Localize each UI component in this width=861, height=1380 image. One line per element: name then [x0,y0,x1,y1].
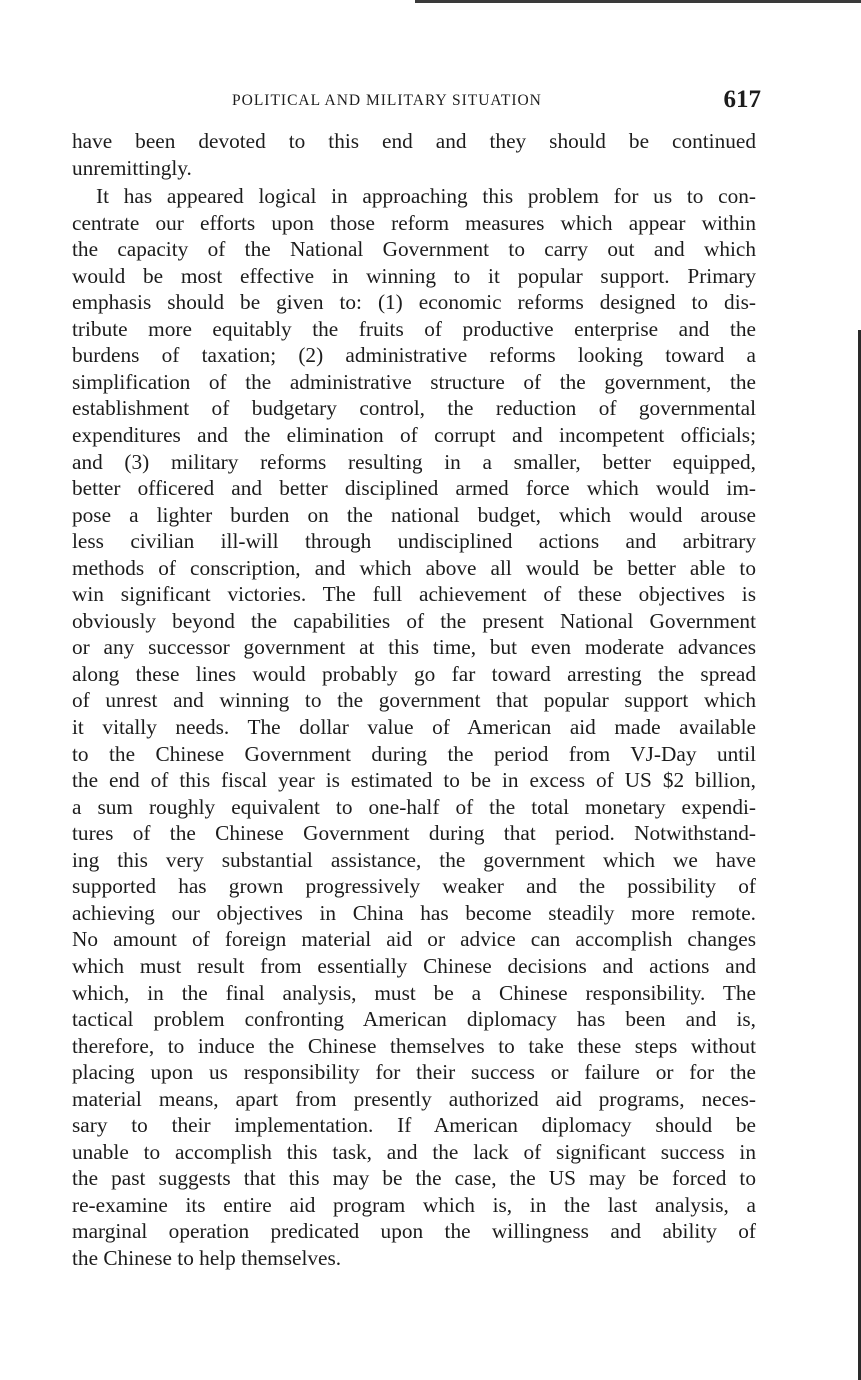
text-line: methods of conscription, and which above all would be better able to [72,555,756,580]
text-line: No amount of foreign material aid or advice can accomplish changes [72,927,756,952]
text-line: or any successor government at this time, but even moderate advances [72,635,756,660]
text-line: have been devoted to this end and they should be continued [72,129,756,153]
paragraph [72,128,756,181]
text-line: of unrest and winning to the government that popular support which [72,688,756,713]
text-line: it vitally needs. The dollar value of American aid made available [72,715,756,740]
text-line: achieving our objectives in China has become steadily more remote. [72,900,756,925]
text-line: sary to their implementation. If American diplomacy should be [72,1113,756,1138]
text-line: the past suggests that this may be the case, the US may be forced to [72,1166,756,1191]
text-line: which must result from essentially Chinese decisions and actions and [72,953,756,978]
paragraph [72,183,756,1271]
text-line: marginal operation predicated upon the willingness and ability of [72,1219,756,1244]
text-line: to the Chinese Government during the period from VJ-Day until [72,741,756,766]
text-line: establishment of budgetary control, the reduction of governmental [72,396,756,421]
text-line: re-examine its entire aid program which is, in the last analysis, a [72,1192,756,1217]
body-text [72,128,756,1272]
text-line: and (3) military reforms resulting in a smaller, better equipped, [72,449,756,474]
text-line: unable to accomplish this task, and the lack of significant success in [72,1139,756,1164]
text-line: obviously beyond the capabilities of the present National Government [72,608,756,633]
text-line: simplification of the administrative structure of the government, the [72,369,756,394]
text-line: tribute more equitably the fruits of productive enterprise and the [72,316,756,341]
text-line: less civilian ill-will through undisciplined actions and arbitrary [72,529,756,554]
text-line: better officered and better disciplined armed force which would im- [72,476,756,501]
text-line: ing this very substantial assistance, the government which we have [72,847,756,872]
text-line: the capacity of the National Government to carry out and which [72,237,756,262]
text-line: therefore, to induce the Chinese themselves to take these steps without [72,1033,756,1058]
text-line: the Chinese to help themselves. [72,1245,342,1270]
text-line: which, in the final analysis, must be a Chinese responsibility. The [72,980,756,1005]
text-line: burdens of taxation; (2) administrative reforms looking toward a [72,343,756,368]
text-line: a sum roughly equivalent to one-half of the total monetary expendi- [72,794,756,819]
running-head: POLITICAL AND MILITARY SITUATION [232,92,542,109]
text-line: material means, apart from presently authorized aid programs, neces- [72,1086,756,1111]
text-line: along these lines would probably go far toward arresting the spread [72,661,756,686]
text-line: placing upon us responsibility for their success or failure or for the [72,1060,756,1085]
text-line: the end of this fiscal year is estimated to be in excess of US $2 billion, [72,768,756,793]
page-header [76,88,761,122]
text-line: win significant victories. The full achievement of these objectives is [72,582,756,607]
text-line: It has appeared logical in approaching this problem for us to con- [96,184,756,209]
text-line: unremittingly. [72,155,192,180]
text-line: centrate our efforts upon those reform measures which appear within [72,210,756,235]
page-number: 617 [723,86,761,113]
text-line: supported has grown progressively weaker and the possibility of [72,874,756,899]
text-line: expenditures and the elimination of corrupt and incompetent officials; [72,423,756,448]
text-line: tures of the Chinese Government during that period. Notwithstand- [72,821,756,846]
text-line: pose a lighter burden on the national budget, which would arouse [72,502,756,527]
text-line: emphasis should be given to: (1) economic reforms designed to dis- [72,290,756,315]
text-line: tactical problem confronting American diplomacy has been and is, [72,1007,756,1032]
text-line: would be most effective in winning to it popular support. Primary [72,263,756,288]
top-edge-rule [415,0,861,3]
